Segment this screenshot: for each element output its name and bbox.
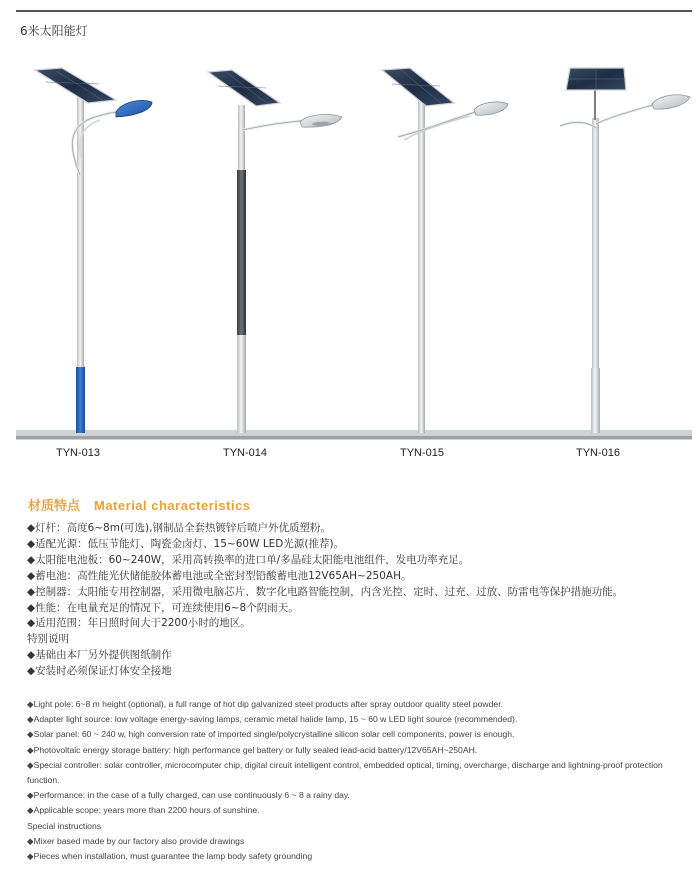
en-spec-item: ◆Light pole: 6~8 m height (optional), a full range of hot dip galvanized steel products after spray outdoor quality steel powder. <box>27 699 503 709</box>
cn-spec-item: ◆基础由本厂另外提供图纸制作 <box>27 649 172 662</box>
lamp-illustration <box>0 40 700 460</box>
model-label-tyn-015: TYN-015 <box>399 447 445 459</box>
lamp-tyn-016 <box>560 68 690 433</box>
en-spec-item: ◆Applicable scope: years more than 2200 hours of sunshine. <box>27 805 260 816</box>
en-spec-item: ◆Performance: in the case of a fully charged, can use continuously 6 ~ 8 a rainy day. <box>27 790 350 801</box>
section-title-cn: 材质特点 <box>28 499 81 514</box>
en-special-heading: Special instructions <box>27 820 102 831</box>
model-label-tyn-014: TYN-014 <box>222 447 268 459</box>
en-spec-item: ◆Adapter light source: low voltage energy-saving lamps, ceramic metal halide lamp, 15 ~ 60 w LED light source (recommended). <box>27 714 518 725</box>
lamp-tyn-013 <box>35 68 152 433</box>
cn-spec-item: ◆安装时必须保证灯体安全接地 <box>27 665 172 678</box>
en-spec-list <box>27 697 667 864</box>
cn-spec-item: ◆太阳能电池板：60~240W，采用高转换率的进口单/多晶硅太阳能电池组件，发电功率充足。 <box>27 553 470 566</box>
top-rule <box>16 10 692 12</box>
en-spec-item: ◆Mixer based made by our factory also provide drawings <box>27 835 245 846</box>
en-spec-item: ◆Photovoltaic energy storage battery: high performance gel battery or fully sealed lead-acid battery/12V65AH~250AH. <box>27 744 478 755</box>
cn-spec-item: ◆控制器：太阳能专用控制器，采用微电脑芯片、数字化电路智能控制，内含光控、定时、过充、过放、防雷电等保护措施功能。 <box>27 585 624 598</box>
cn-spec-item: ◆适配光源：低压节能灯、陶瓷金卤灯、15~60W LED光源(推荐)。 <box>27 537 345 550</box>
section-title-en: Material characteristics <box>94 498 251 513</box>
en-spec-item: ◆Solar panel: 60 ~ 240 w, high conversion rate of imported single/polycrystalline silicon solar cell components, power is enough. <box>27 729 515 740</box>
cn-spec-item: ◆适用范围：年日照时间大于2200小时的地区。 <box>27 617 251 630</box>
lamp-tyn-015 <box>382 68 508 433</box>
en-spec-item: ◆Pieces when installation, must guarantee the lamp body safety grounding <box>27 851 313 862</box>
model-label-tyn-013: TYN-013 <box>55 447 101 459</box>
cn-spec-item: ◆性能：在电量充足的情况下，可连续使用6~8个阴雨天。 <box>27 601 299 614</box>
lamp-tyn-014 <box>208 70 342 433</box>
model-label-tyn-016: TYN-016 <box>575 447 621 459</box>
cn-spec-item: ◆蓄电池：高性能光伏储能胶体蓄电池或全密封型铅酸蓄电池12V65AH~250AH。 <box>27 569 412 582</box>
cn-spec-item: ◆灯杆：高度6~8m(可选),钢制品全套热镀锌后喷户外优质塑粉。 <box>27 522 331 534</box>
en-spec-item: ◆Special controller: solar controller, microcomputer chip, digital circuit intelligent control, embedded optical, timing, overcharge, discharge and lightning-proof protection function. <box>27 759 663 786</box>
cn-spec-list <box>27 521 687 680</box>
section-title <box>28 495 251 514</box>
cn-special-heading: 特别说明 <box>27 633 69 646</box>
page-heading: 6米太阳能灯 <box>20 24 88 38</box>
